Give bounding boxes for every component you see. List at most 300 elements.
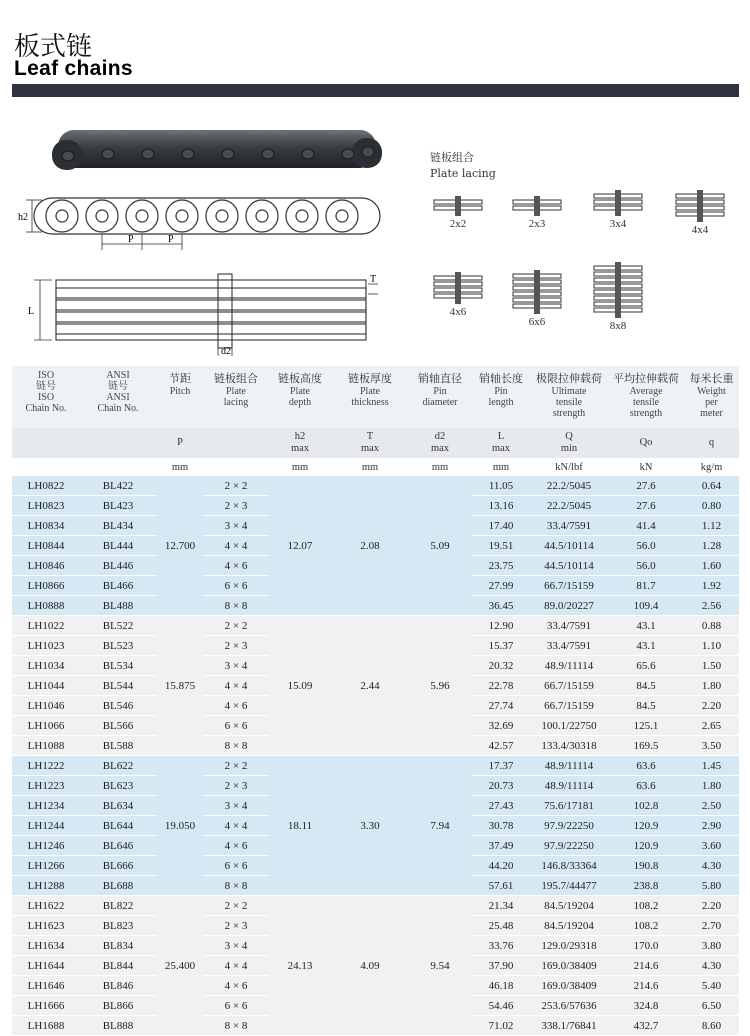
column-header-cn: 每米长重 [689, 372, 734, 385]
chain-photo-image [46, 124, 386, 178]
column-header-en: per [705, 397, 718, 408]
plate-lacing-label: 3x4 [609, 218, 627, 230]
label-pitch-1: P [128, 234, 134, 245]
column-header [408, 366, 472, 428]
column-symbol [80, 428, 156, 458]
column-header-en: ISO [37, 392, 55, 403]
column-unit [204, 458, 268, 476]
iso-chain-no: LH1234 [12, 796, 80, 816]
chain-group [12, 476, 739, 616]
weight-per-meter-value: 1.80 [684, 676, 739, 696]
chain-side-drawing [18, 186, 382, 256]
column-header-en: ANSI [106, 392, 130, 403]
weight-per-meter-value: 1.60 [684, 556, 739, 576]
plate-depth-value: 15.09 [268, 616, 332, 756]
column-symbol: Qo [608, 428, 684, 458]
pitch-value: 12.700 [156, 476, 204, 616]
ansi-chain-no: BL466 [80, 576, 156, 596]
column-header-en: diameter [422, 397, 458, 408]
ultimate-strength-value: 133.4/30318 [530, 736, 608, 756]
average-strength-value: 27.6 [608, 476, 684, 496]
weight-per-meter-value: 2.20 [684, 896, 739, 916]
ansi-chain-no: BL522 [80, 616, 156, 636]
column-header-en: depth [288, 397, 312, 408]
pin-length-value: 25.48 [472, 916, 530, 936]
pin-length-value: 22.78 [472, 676, 530, 696]
ultimate-strength-value: 44.5/10114 [530, 556, 608, 576]
average-strength-value: 27.6 [608, 496, 684, 516]
plate-lacing-item [418, 272, 498, 318]
pitch-value: 25.400 [156, 896, 204, 1036]
plate-lacing-value: 4 × 6 [204, 976, 268, 996]
average-strength-value: 81.7 [608, 576, 684, 596]
column-header [204, 366, 268, 428]
pitch-value: 19.050 [156, 756, 204, 896]
weight-per-meter-value: 2.90 [684, 816, 739, 836]
pin-length-value: 27.74 [472, 696, 530, 716]
plate-lacing-item [497, 270, 577, 328]
pin-diameter-value: 5.09 [408, 476, 472, 616]
iso-chain-no: LH1023 [12, 636, 80, 656]
page-title-en: Leaf chains [14, 57, 133, 80]
ansi-chain-no: BL644 [80, 816, 156, 836]
table-row [12, 476, 739, 496]
plate-lacing-value: 2 × 3 [204, 916, 268, 936]
pin-length-value: 15.37 [472, 636, 530, 656]
iso-chain-no: LH1034 [12, 656, 80, 676]
iso-chain-no: LH1688 [12, 1016, 80, 1036]
average-strength-value: 432.7 [608, 1016, 684, 1036]
column-header-en: tensile [632, 397, 660, 408]
column-header-en: thickness [351, 397, 389, 408]
ansi-chain-no: BL566 [80, 716, 156, 736]
plate-lacing-icon [507, 270, 567, 314]
column-unit: kg/m [684, 458, 739, 476]
ultimate-strength-value: 84.5/19204 [530, 896, 608, 916]
pin-length-value: 46.18 [472, 976, 530, 996]
leaf-chain-spec-table [12, 366, 739, 1036]
weight-per-meter-value: 0.88 [684, 616, 739, 636]
plate-lacing-icon [428, 196, 488, 216]
column-symbol: d2 max [408, 428, 472, 458]
plate-lacing-value: 2 × 3 [204, 776, 268, 796]
weight-per-meter-value: 0.64 [684, 476, 739, 496]
plate-lacing-item [660, 190, 740, 236]
plate-lacing-value: 3 × 4 [204, 796, 268, 816]
column-header-en: ISO [37, 370, 55, 381]
pin-length-value: 20.32 [472, 656, 530, 676]
plate-lacing-title-cn: 链板组合 [430, 151, 474, 164]
ultimate-strength-value: 253.6/57636 [530, 996, 608, 1016]
plate-lacing-value: 4 × 6 [204, 836, 268, 856]
pin-length-value: 23.75 [472, 556, 530, 576]
plate-lacing-value: 6 × 6 [204, 996, 268, 1016]
weight-per-meter-value: 1.92 [684, 576, 739, 596]
column-header-en: Chain No. [25, 403, 67, 414]
pin-length-value: 17.40 [472, 516, 530, 536]
ultimate-strength-value: 338.1/76841 [530, 1016, 608, 1036]
ansi-chain-no: BL634 [80, 796, 156, 816]
pin-length-value: 32.69 [472, 716, 530, 736]
pin-length-value: 37.49 [472, 836, 530, 856]
iso-chain-no: LH1622 [12, 896, 80, 916]
column-header-en: Pitch [169, 386, 191, 397]
average-strength-value: 190.8 [608, 856, 684, 876]
average-strength-value: 84.5 [608, 676, 684, 696]
ultimate-strength-value: 33.4/7591 [530, 616, 608, 636]
pin-length-value: 57.61 [472, 876, 530, 896]
column-unit: mm [268, 458, 332, 476]
average-strength-value: 102.8 [608, 796, 684, 816]
weight-per-meter-value: 3.80 [684, 936, 739, 956]
iso-chain-no: LH1246 [12, 836, 80, 856]
plate-lacing-value: 2 × 2 [204, 476, 268, 496]
ansi-chain-no: BL834 [80, 936, 156, 956]
ansi-chain-no: BL544 [80, 676, 156, 696]
iso-chain-no: LH0844 [12, 536, 80, 556]
iso-chain-no: LH1266 [12, 856, 80, 876]
iso-chain-no: LH0834 [12, 516, 80, 536]
plate-lacing-value: 4 × 4 [204, 536, 268, 556]
ansi-chain-no: BL622 [80, 756, 156, 776]
plate-lacing-value: 4 × 6 [204, 556, 268, 576]
plate-lacing-value: 6 × 6 [204, 576, 268, 596]
plate-lacing-icon [588, 190, 648, 216]
weight-per-meter-value: 8.60 [684, 1016, 739, 1036]
plate-lacing-value: 4 × 4 [204, 816, 268, 836]
ultimate-strength-value: 84.5/19204 [530, 916, 608, 936]
column-header-cn: 极限拉伸载荷 [536, 372, 602, 385]
weight-per-meter-value: 5.80 [684, 876, 739, 896]
chain-group [12, 616, 739, 756]
average-strength-value: 214.6 [608, 976, 684, 996]
weight-per-meter-value: 2.50 [684, 796, 739, 816]
column-unit: mm [408, 458, 472, 476]
plate-lacing-value: 2 × 2 [204, 616, 268, 636]
plate-lacing-label: 2x2 [449, 218, 467, 230]
column-symbol: T max [332, 428, 408, 458]
ansi-chain-no: BL434 [80, 516, 156, 536]
page-title-cn: 板式链 [14, 32, 93, 62]
ultimate-strength-value: 195.7/44477 [530, 876, 608, 896]
column-header-en: ANSI [106, 370, 130, 381]
column-header-en: lacing [223, 397, 249, 408]
iso-chain-no: LH1046 [12, 696, 80, 716]
average-strength-value: 63.6 [608, 776, 684, 796]
pin-length-value: 36.45 [472, 596, 530, 616]
pin-length-value: 42.57 [472, 736, 530, 756]
average-strength-value: 120.9 [608, 836, 684, 856]
column-header-en: length [488, 397, 514, 408]
average-strength-value: 56.0 [608, 556, 684, 576]
plate-lacing-value: 3 × 4 [204, 656, 268, 676]
ultimate-strength-value: 169.0/38409 [530, 956, 608, 976]
plate-depth-value: 24.13 [268, 896, 332, 1036]
ansi-chain-no: BL588 [80, 736, 156, 756]
ansi-chain-no: BL688 [80, 876, 156, 896]
ultimate-strength-value: 22.2/5045 [530, 476, 608, 496]
pin-length-value: 30.78 [472, 816, 530, 836]
iso-chain-no: LH1634 [12, 936, 80, 956]
pin-length-value: 19.51 [472, 536, 530, 556]
weight-per-meter-value: 4.30 [684, 856, 739, 876]
column-symbol [204, 428, 268, 458]
average-strength-value: 108.2 [608, 896, 684, 916]
column-header-en: Plate [290, 386, 310, 397]
column-header-cn: 销轴直径 [418, 372, 462, 385]
plate-lacing-label: 6x6 [528, 316, 546, 328]
iso-chain-no: LH1288 [12, 876, 80, 896]
ultimate-strength-value: 33.4/7591 [530, 516, 608, 536]
pin-length-value: 12.90 [472, 616, 530, 636]
iso-chain-no: LH1022 [12, 616, 80, 636]
plate-lacing-label: 2x3 [528, 218, 546, 230]
iso-chain-no: LH0822 [12, 476, 80, 496]
average-strength-value: 125.1 [608, 716, 684, 736]
column-header [530, 366, 608, 428]
average-strength-value: 214.6 [608, 956, 684, 976]
pin-length-value: 37.90 [472, 956, 530, 976]
pin-length-value: 44.20 [472, 856, 530, 876]
iso-chain-no: LH0866 [12, 576, 80, 596]
column-header [268, 366, 332, 428]
ultimate-strength-value: 100.1/22750 [530, 716, 608, 736]
table-row [12, 616, 739, 636]
weight-per-meter-value: 3.50 [684, 736, 739, 756]
pin-length-value: 27.43 [472, 796, 530, 816]
plate-lacing-value: 3 × 4 [204, 936, 268, 956]
plate-thickness-value: 4.09 [332, 896, 408, 1036]
column-symbol [12, 428, 80, 458]
column-header [80, 366, 156, 428]
weight-per-meter-value: 1.45 [684, 756, 739, 776]
column-unit: kN [608, 458, 684, 476]
ultimate-strength-value: 48.9/11114 [530, 656, 608, 676]
pin-length-value: 71.02 [472, 1016, 530, 1036]
iso-chain-no: LH0823 [12, 496, 80, 516]
weight-per-meter-value: 1.12 [684, 516, 739, 536]
plate-lacing-item [578, 262, 658, 332]
weight-per-meter-value: 0.80 [684, 496, 739, 516]
ultimate-strength-value: 129.0/29318 [530, 936, 608, 956]
plate-depth-value: 18.11 [268, 756, 332, 896]
average-strength-value: 169.5 [608, 736, 684, 756]
ansi-chain-no: BL866 [80, 996, 156, 1016]
pin-diameter-value: 7.94 [408, 756, 472, 896]
ansi-chain-no: BL546 [80, 696, 156, 716]
plate-lacing-item [497, 196, 577, 230]
column-header-cn: 链板组合 [214, 372, 258, 385]
plate-thickness-value: 3.30 [332, 756, 408, 896]
ansi-chain-no: BL666 [80, 856, 156, 876]
column-header-en: 链号 [36, 381, 56, 392]
average-strength-value: 56.0 [608, 536, 684, 556]
column-header [12, 366, 80, 428]
column-unit: mm [156, 458, 204, 476]
weight-per-meter-value: 2.70 [684, 916, 739, 936]
column-header-cn: 平均拉伸载荷 [613, 372, 679, 385]
column-header-en: Chain No. [97, 403, 139, 414]
average-strength-value: 109.4 [608, 596, 684, 616]
column-symbol: h2 max [268, 428, 332, 458]
average-strength-value: 63.6 [608, 756, 684, 776]
column-unit [80, 458, 156, 476]
iso-chain-no: LH1222 [12, 756, 80, 776]
weight-per-meter-value: 1.10 [684, 636, 739, 656]
weight-per-meter-value: 4.30 [684, 956, 739, 976]
iso-chain-no: LH1644 [12, 956, 80, 976]
column-header-en: 链号 [108, 381, 128, 392]
plate-lacing-icon [428, 272, 488, 304]
ultimate-strength-value: 146.8/33364 [530, 856, 608, 876]
chain-top-drawing [22, 270, 382, 360]
column-header-en: meter [700, 408, 723, 419]
weight-per-meter-value: 2.65 [684, 716, 739, 736]
ultimate-strength-value: 48.9/11114 [530, 756, 608, 776]
weight-per-meter-value: 1.80 [684, 776, 739, 796]
column-header-cn: 销轴长度 [479, 372, 523, 385]
label-t: T [370, 274, 377, 285]
plate-lacing-icon [588, 262, 648, 318]
column-header-en: Plate [226, 386, 246, 397]
iso-chain-no: LH0888 [12, 596, 80, 616]
plate-lacing-item [578, 190, 658, 230]
column-header-en: Weight [697, 386, 726, 397]
ansi-chain-no: BL623 [80, 776, 156, 796]
ansi-chain-no: BL444 [80, 536, 156, 556]
column-header-en: Plate [360, 386, 380, 397]
iso-chain-no: LH1044 [12, 676, 80, 696]
iso-chain-no: LH1244 [12, 816, 80, 836]
ansi-chain-no: BL423 [80, 496, 156, 516]
iso-chain-no: LH1223 [12, 776, 80, 796]
plate-lacing-value: 3 × 4 [204, 516, 268, 536]
ansi-chain-no: BL888 [80, 1016, 156, 1036]
column-header [332, 366, 408, 428]
pin-length-value: 17.37 [472, 756, 530, 776]
column-symbol: Q min [530, 428, 608, 458]
pin-length-value: 27.99 [472, 576, 530, 596]
column-header [156, 366, 204, 428]
ultimate-strength-value: 169.0/38409 [530, 976, 608, 996]
ansi-chain-no: BL534 [80, 656, 156, 676]
label-l: L [28, 306, 35, 317]
weight-per-meter-value: 6.50 [684, 996, 739, 1016]
table-row [12, 896, 739, 916]
plate-thickness-value: 2.44 [332, 616, 408, 756]
column-header-en: Ultimate [551, 386, 587, 397]
pin-length-value: 20.73 [472, 776, 530, 796]
plate-lacing-value: 2 × 2 [204, 896, 268, 916]
plate-lacing-label: 8x8 [609, 320, 627, 332]
column-unit: mm [472, 458, 530, 476]
weight-per-meter-value: 5.40 [684, 976, 739, 996]
header-divider-bar [12, 84, 739, 97]
pin-length-value: 54.46 [472, 996, 530, 1016]
ansi-chain-no: BL646 [80, 836, 156, 856]
column-symbol: P [156, 428, 204, 458]
weight-per-meter-value: 1.50 [684, 656, 739, 676]
plate-depth-value: 12.07 [268, 476, 332, 616]
column-symbol: q [684, 428, 739, 458]
chain-group [12, 756, 739, 896]
average-strength-value: 43.1 [608, 616, 684, 636]
pin-diameter-value: 5.96 [408, 616, 472, 756]
plate-thickness-value: 2.08 [332, 476, 408, 616]
iso-chain-no: LH1646 [12, 976, 80, 996]
plate-lacing-value: 6 × 6 [204, 716, 268, 736]
chain-group [12, 896, 739, 1036]
ansi-chain-no: BL422 [80, 476, 156, 496]
ultimate-strength-value: 33.4/7591 [530, 636, 608, 656]
average-strength-value: 41.4 [608, 516, 684, 536]
iso-chain-no: LH1066 [12, 716, 80, 736]
column-header-en: Pin [433, 386, 447, 397]
ultimate-strength-value: 66.7/15159 [530, 676, 608, 696]
column-symbol: L max [472, 428, 530, 458]
pin-length-value: 11.05 [472, 476, 530, 496]
plate-lacing-title [430, 150, 496, 182]
ansi-chain-no: BL844 [80, 956, 156, 976]
average-strength-value: 108.2 [608, 916, 684, 936]
plate-lacing-value: 8 × 8 [204, 736, 268, 756]
ultimate-strength-value: 66.7/15159 [530, 696, 608, 716]
plate-lacing-item [418, 196, 498, 230]
plate-lacing-icon [507, 196, 567, 216]
ansi-chain-no: BL488 [80, 596, 156, 616]
pitch-value: 15.875 [156, 616, 204, 756]
ultimate-strength-value: 97.9/22250 [530, 836, 608, 856]
table-row [12, 756, 739, 776]
column-unit: kN/lbf [530, 458, 608, 476]
label-d2: d2 [221, 346, 231, 357]
plate-lacing-value: 8 × 8 [204, 1016, 268, 1036]
ultimate-strength-value: 75.6/17181 [530, 796, 608, 816]
average-strength-value: 238.8 [608, 876, 684, 896]
weight-per-meter-value: 3.60 [684, 836, 739, 856]
column-header-cn: 链板厚度 [348, 372, 392, 385]
label-h2: h2 [18, 212, 28, 223]
plate-lacing-value: 4 × 6 [204, 696, 268, 716]
ansi-chain-no: BL446 [80, 556, 156, 576]
column-unit [12, 458, 80, 476]
plate-lacing-value: 4 × 4 [204, 676, 268, 696]
average-strength-value: 324.8 [608, 996, 684, 1016]
average-strength-value: 84.5 [608, 696, 684, 716]
average-strength-value: 170.0 [608, 936, 684, 956]
column-header-en: tensile [555, 397, 583, 408]
label-pitch-2: P [168, 234, 174, 245]
plate-lacing-value: 8 × 8 [204, 876, 268, 896]
ultimate-strength-value: 66.7/15159 [530, 576, 608, 596]
ultimate-strength-value: 48.9/11114 [530, 776, 608, 796]
plate-lacing-label: 4x4 [691, 224, 709, 236]
plate-lacing-value: 6 × 6 [204, 856, 268, 876]
plate-lacing-icon [670, 190, 730, 222]
ansi-chain-no: BL523 [80, 636, 156, 656]
iso-chain-no: LH0846 [12, 556, 80, 576]
column-unit: mm [332, 458, 408, 476]
ultimate-strength-value: 44.5/10114 [530, 536, 608, 556]
plate-lacing-value: 2 × 2 [204, 756, 268, 776]
column-header-en: strength [552, 408, 586, 419]
pin-length-value: 21.34 [472, 896, 530, 916]
pin-diameter-value: 9.54 [408, 896, 472, 1036]
column-header [608, 366, 684, 428]
iso-chain-no: LH1088 [12, 736, 80, 756]
column-header-en: strength [629, 408, 663, 419]
plate-lacing-value: 4 × 4 [204, 956, 268, 976]
